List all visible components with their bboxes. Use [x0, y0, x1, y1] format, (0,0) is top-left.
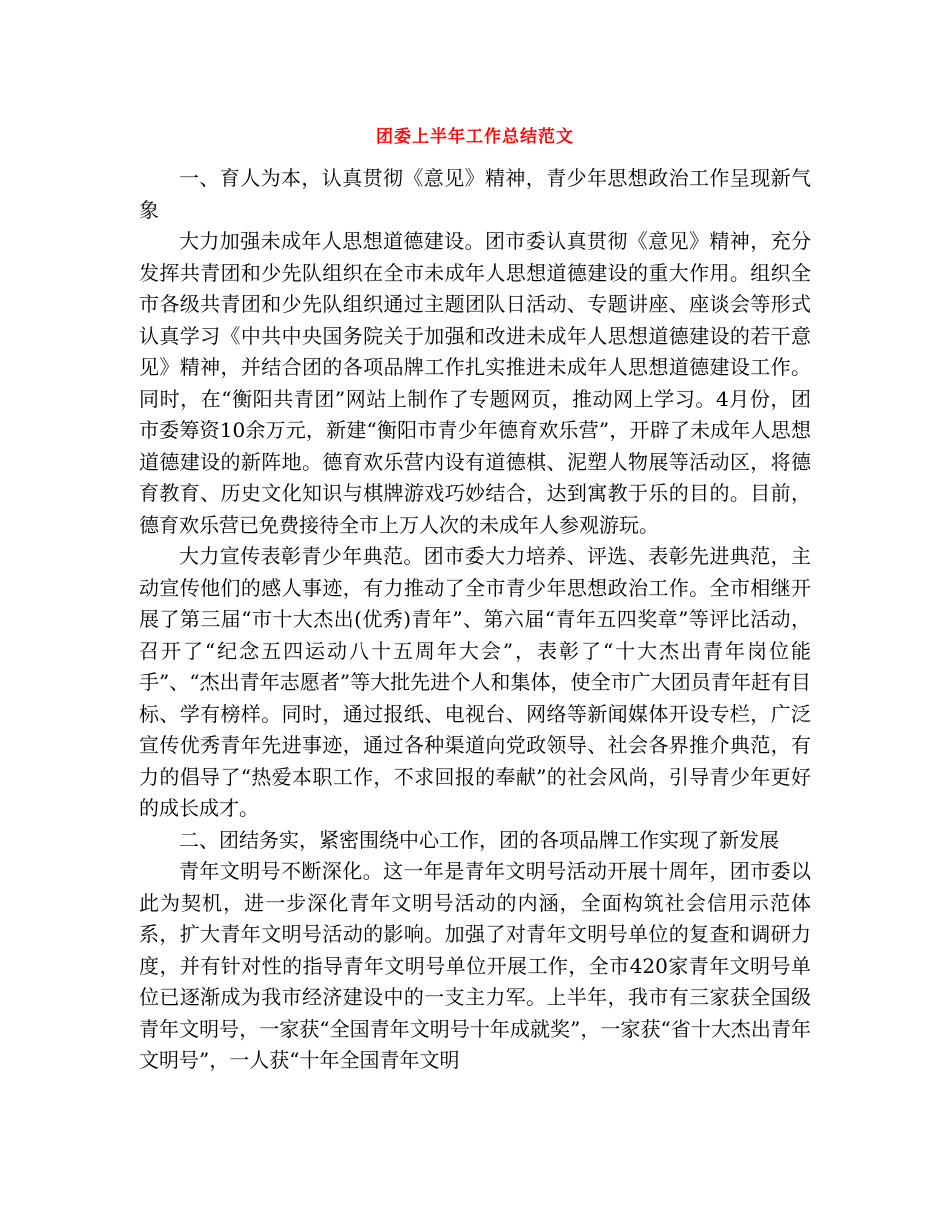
body-paragraph: 大力加强未成年人思想道德建设。团市委认真贯彻《意见》精神，充分发挥共青团和少先队组织在全市未成年人思想道德建设的重大作用。组织全市各级共青团和少先队组织通过主题团队日活动、专题讲座、座谈会等形式认真学习《中共中央国务院关于加强和改进未成年人思想道德建设的若干意见》精神，并结合团的各项品牌工作扎实推进未成年人思想道德建设工作。同时，在“衡阳共青团”网站上制作了专题网页，推动网上学习。4月份，团市委筹资10余万元，新建“衡阳市青少年德育欢乐营”，开辟了未成年人思想道德建设的新阵地。德育欢乐营内设有道德棋、泥塑人物展等活动区，将德育教育、历史文化知识与棋牌游戏巧妙结合，达到寓教于乐的目的。目前，德育欢乐营已免费接待全市上万人次的未成年人参观游玩。: [139, 229, 811, 537]
section-heading-1: 一、育人为本，认真贯彻《意见》精神，青少年思想政治工作呈现新气象: [139, 166, 811, 222]
section-heading-2: 二、团结务实，紧密围绕中心工作，团的各项品牌工作实现了新发展: [179, 827, 779, 852]
body-paragraph: 青年文明号不断深化。这一年是青年文明号活动开展十周年，团市委以此为契机，进一步深化青年文明号活动的内涵，全面构筑社会信用示范体系，扩大青年文明号活动的影响。加强了对青年文明号单位的复查和调研力度，并有针对性的指导青年文明号单位开展工作，全市420家青年文明号单位已逐渐成为我市经济建设中的一支主力军。上半年，我市有三家获全国级青年文明号，一家获“全国青年文明号十年成就奖”，一家获“省十大杰出青年文明号”，一人获“十年全国青年文明: [139, 859, 811, 1072]
document-title: 团委上半年工作总结范文: [376, 127, 574, 147]
document-body: [139, 163, 811, 1077]
body-paragraph: 大力宣传表彰青少年典范。团市委大力培养、评选、表彰先进典范，主动宣传他们的感人事迹，有力推动了全市青少年思想政治工作。全市相继开展了第三届“市十大杰出(优秀)青年”、第六届“青年五四奖章”等评比活动，召开了“纪念五四运动八十五周年大会”，表彰了“十大杰出青年岗位能手”、“杰出青年志愿者”等大批先进个人和集体，使全市广大团员青年赶有目标、学有榜样。同时，通过报纸、电视台、网络等新闻媒体开设专栏，广泛宣传优秀青年先进事迹，通过各种渠道向党政领导、社会各界推介典范，有力的倡导了“热爱本职工作，不求回报的奉献”的社会风尚，引导青少年更好的成长成才。: [139, 544, 811, 820]
